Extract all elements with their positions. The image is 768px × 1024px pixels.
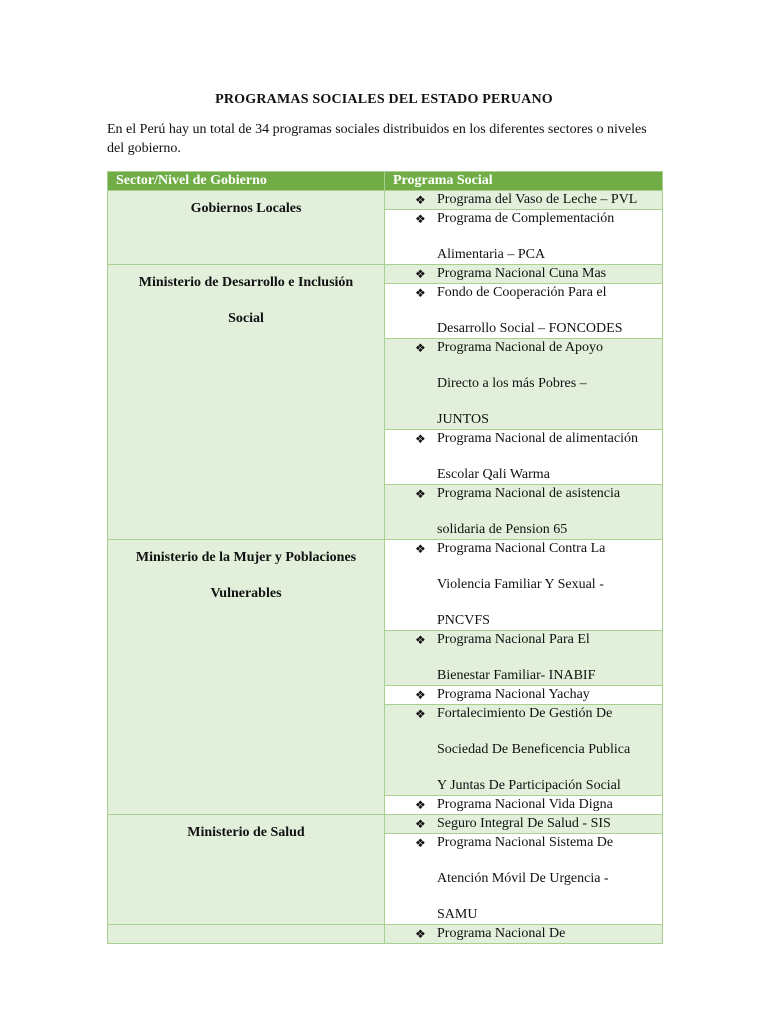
program-name	[437, 631, 662, 685]
sector-name-line: Ministerio de Salud	[187, 825, 305, 840]
program-name-line: Alimentaria – PCA	[437, 247, 546, 262]
program-name-line: Programa Nacional Para El	[437, 632, 590, 647]
program-name-line: Programa Nacional de Apoyo	[437, 340, 604, 355]
program-name	[437, 705, 662, 795]
diamond-bullet-icon: ❖	[415, 286, 426, 300]
diamond-bullet-icon: ❖	[415, 798, 426, 812]
program-cell	[385, 796, 663, 815]
program-name	[437, 265, 662, 283]
sector-cell	[108, 265, 385, 540]
table-row	[108, 925, 663, 944]
program-item	[385, 631, 662, 685]
program-name-line: Programa del Vaso de Leche – PVL	[437, 192, 638, 207]
program-name-line: Escolar Qali Warma	[437, 467, 550, 482]
sector-cell	[108, 925, 385, 944]
program-name-line: Seguro Integral De Salud - SIS	[437, 816, 611, 831]
program-name	[437, 540, 662, 630]
program-name	[437, 284, 662, 338]
program-name	[437, 430, 662, 484]
program-cell	[385, 540, 663, 631]
program-item	[385, 705, 662, 795]
intro-paragraph: En el Perú hay un total de 34 programas sociales distribuidos en los diferentes sectores o niveles del gobierno.	[107, 122, 647, 156]
program-name	[437, 815, 662, 833]
programs-table	[107, 171, 663, 944]
diamond-bullet-icon: ❖	[415, 487, 426, 501]
program-name-line: SAMU	[437, 907, 478, 922]
program-name-line: PNCVFS	[437, 613, 490, 628]
diamond-bullet-icon: ❖	[415, 542, 426, 556]
sector-name-line: Ministerio de Desarrollo e Inclusión	[138, 275, 354, 290]
program-cell	[385, 686, 663, 705]
program-cell	[385, 834, 663, 925]
sector-name-line: Gobiernos Locales	[190, 201, 302, 216]
program-name-line: Fondo de Cooperación Para el	[437, 285, 607, 300]
program-item	[385, 796, 662, 814]
program-name-line: JUNTOS	[437, 412, 489, 427]
program-item	[385, 485, 662, 539]
program-item	[385, 430, 662, 484]
program-item	[385, 540, 662, 630]
program-name	[437, 485, 662, 539]
program-name-line: Violencia Familiar Y Sexual -	[437, 577, 604, 592]
program-item	[385, 925, 662, 943]
diamond-bullet-icon: ❖	[415, 688, 426, 702]
program-item	[385, 815, 662, 833]
program-cell	[385, 284, 663, 339]
program-name-line: Programa de Complementación	[437, 211, 615, 226]
program-name-line: Sociedad De Beneficencia Publica	[437, 742, 631, 757]
program-cell	[385, 430, 663, 485]
program-name-line: Y Juntas De Participación Social	[437, 778, 621, 793]
diamond-bullet-icon: ❖	[415, 193, 426, 207]
program-cell	[385, 705, 663, 796]
program-name-line: Programa Nacional Yachay	[437, 687, 590, 702]
sector-name-line: Ministerio de la Mujer y Poblaciones	[135, 550, 357, 565]
program-item	[385, 339, 662, 429]
table-row	[108, 815, 663, 834]
program-name-line: Fortalecimiento De Gestión De	[437, 706, 613, 721]
diamond-bullet-icon: ❖	[415, 212, 426, 226]
diamond-bullet-icon: ❖	[415, 927, 426, 941]
program-name-line: Programa Nacional Sistema De	[437, 835, 614, 850]
program-item	[385, 210, 662, 264]
program-item	[385, 284, 662, 338]
diamond-bullet-icon: ❖	[415, 817, 426, 831]
diamond-bullet-icon: ❖	[415, 707, 426, 721]
table-row	[108, 265, 663, 284]
program-name-line: Desarrollo Social – FONCODES	[437, 321, 623, 336]
program-name-line: Atención Móvil De Urgencia -	[437, 871, 609, 886]
program-item	[385, 834, 662, 924]
program-cell	[385, 265, 663, 284]
sector-name-line: Vulnerables	[210, 586, 282, 601]
program-name	[437, 925, 662, 943]
program-cell	[385, 191, 663, 210]
program-name-line: Programa Nacional de asistencia	[437, 486, 621, 501]
diamond-bullet-icon: ❖	[415, 267, 426, 281]
header-program: Programa Social	[385, 172, 663, 191]
table-header-row	[108, 172, 663, 191]
sector-cell	[108, 815, 385, 925]
diamond-bullet-icon: ❖	[415, 341, 426, 355]
program-item	[385, 686, 662, 704]
program-cell	[385, 485, 663, 540]
program-name-line: solidaria de Pension 65	[437, 522, 568, 537]
program-cell	[385, 925, 663, 944]
program-name	[437, 210, 662, 264]
program-item	[385, 191, 662, 209]
diamond-bullet-icon: ❖	[415, 633, 426, 647]
sector-cell	[108, 540, 385, 815]
program-name-line: Programa Nacional Cuna Mas	[437, 266, 607, 281]
program-name-line: Programa Nacional de alimentación	[437, 431, 638, 446]
table-row	[108, 540, 663, 631]
program-name-line: Programa Nacional De	[437, 926, 566, 941]
program-name-line: Programa Nacional Vida Digna	[437, 797, 613, 812]
program-cell	[385, 815, 663, 834]
program-cell	[385, 631, 663, 686]
program-name	[437, 796, 662, 814]
program-name-line: Programa Nacional Contra La	[437, 541, 606, 556]
document-title: PROGRAMAS SOCIALES DEL ESTADO PERUANO	[215, 92, 553, 107]
sector-name-line: Social	[228, 311, 264, 326]
table-row	[108, 191, 663, 210]
program-name	[437, 686, 662, 704]
sector-cell	[108, 191, 385, 265]
diamond-bullet-icon: ❖	[415, 432, 426, 446]
program-name	[437, 339, 662, 429]
program-name-line: Bienestar Familiar- INABIF	[437, 668, 596, 683]
program-name-line: Directo a los más Pobres –	[437, 376, 587, 391]
program-name	[437, 191, 662, 209]
diamond-bullet-icon: ❖	[415, 836, 426, 850]
program-cell	[385, 339, 663, 430]
program-name	[437, 834, 662, 924]
header-sector: Sector/Nivel de Gobierno	[108, 172, 385, 191]
program-item	[385, 265, 662, 283]
program-cell	[385, 210, 663, 265]
